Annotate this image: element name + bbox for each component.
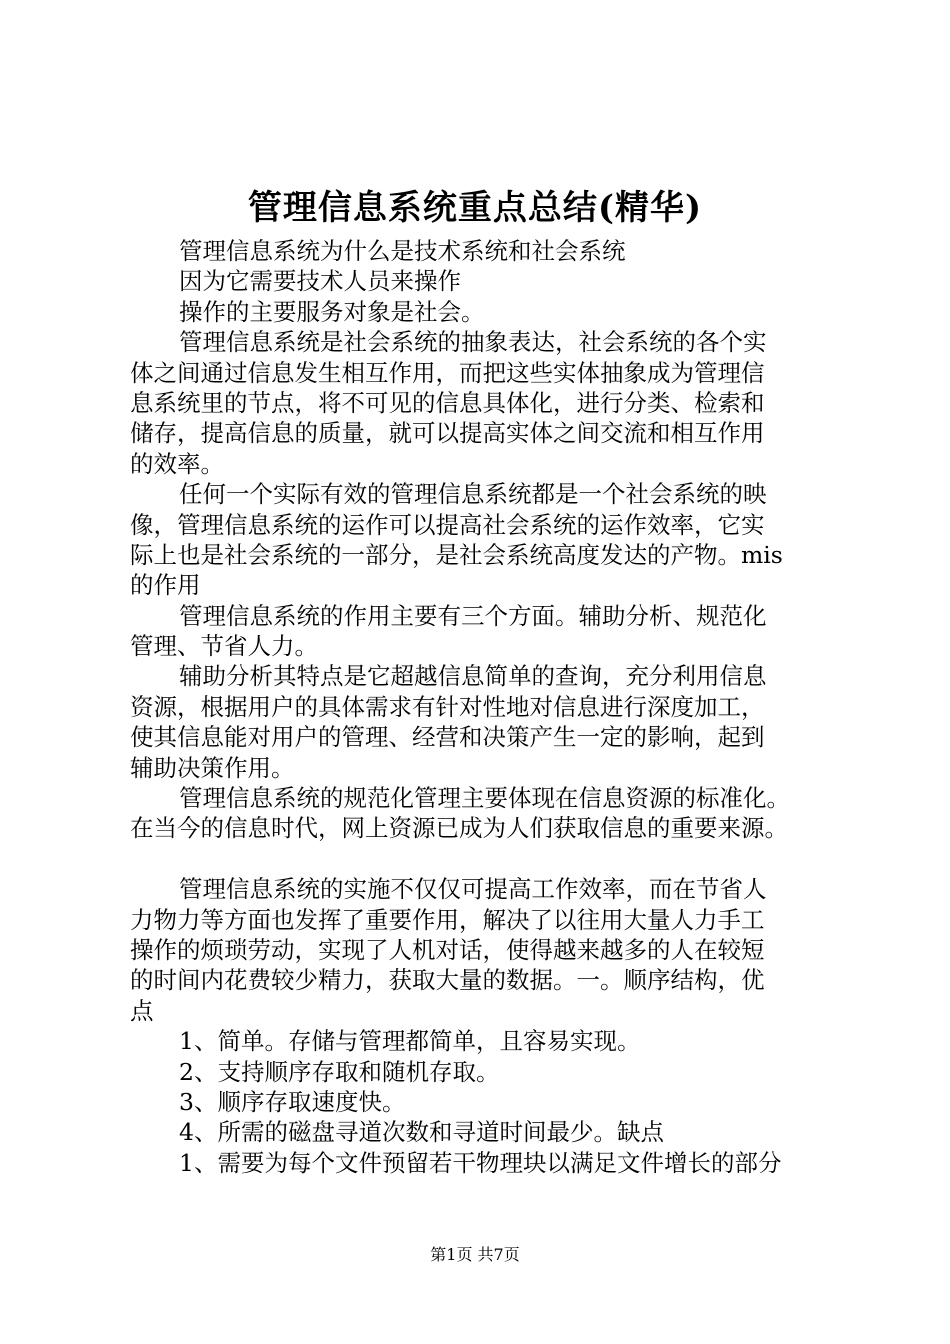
paragraph-line: 管理信息系统的作用主要有三个方面。辅助分析、规范化: [179, 601, 767, 630]
paragraph-line: 操作的烦琐劳动，实现了人机对话，使得越来越多的人在较短: [130, 935, 765, 964]
page-number-footer: 第1页 共7页: [430, 1245, 520, 1264]
paragraph-line: 管理信息系统的实施不仅仅可提高工作效率，而在节省人: [179, 875, 767, 904]
list-item: 4、所需的磁盘寻道次数和寻道时间最少。缺点: [179, 1118, 664, 1147]
list-item: 1、简单。存储与管理都简单，且容易实现。: [179, 1027, 641, 1056]
blank-line: [130, 844, 850, 874]
paragraph-line: 管理信息系统的规范化管理主要体现在信息资源的标准化。: [179, 784, 790, 813]
paragraph-line: 际上也是社会系统的一部分，是社会系统高度发达的产物。mis: [130, 540, 783, 569]
paragraph-line: 因为它需要技术人员来操作: [179, 267, 461, 296]
paragraph-line: 的效率。: [130, 449, 224, 478]
list-item: 3、顺序存取速度快。: [179, 1087, 406, 1116]
paragraph-line: 息系统里的节点，将不可见的信息具体化，进行分类、检索和: [130, 388, 765, 417]
list-item: 2、支持顺序存取和随机存取。: [179, 1057, 500, 1086]
document-body: [130, 236, 850, 1178]
paragraph-line: 在当今的信息时代，网上资源已成为人们获取信息的重要来源。: [130, 814, 788, 843]
paragraph-line: 点: [130, 996, 154, 1025]
paragraph-line: 的作用: [130, 571, 201, 600]
paragraph-line: 资源，根据用户的具体需求有针对性地对信息进行深度加工，: [130, 692, 765, 721]
paragraph-line: 辅助决策作用。: [130, 753, 295, 782]
paragraph-line: 操作的主要服务对象是社会。: [179, 297, 485, 326]
paragraph-line: 的时间内花费较少精力，获取大量的数据。一。顺序结构，优: [130, 966, 765, 995]
paragraph-line: 力物力等方面也发挥了重要作用，解决了以往用大量人力手工: [130, 905, 765, 934]
document-title: 管理信息系统重点总结(精华): [247, 188, 703, 228]
paragraph-line: 管理、节省人力。: [130, 632, 318, 661]
paragraph-line: 任何一个实际有效的管理信息系统都是一个社会系统的映: [179, 480, 767, 509]
paragraph-line: 储存，提高信息的质量，就可以提高实体之间交流和相互作用: [130, 419, 765, 448]
paragraph-line: 管理信息系统是社会系统的抽象表达，社会系统的各个实: [179, 328, 767, 357]
paragraph-line: 像，管理信息系统的运作可以提高社会系统的运作效率，它实: [130, 510, 765, 539]
paragraph-line: 体之间通过信息发生相互作用，而把这些实体抽象成为管理信: [130, 358, 765, 387]
paragraph-line: 使其信息能对用户的管理、经营和决策产生一定的影响，起到: [130, 723, 765, 752]
list-item: 1、需要为每个文件预留若干物理块以满足文件增长的部分: [179, 1148, 782, 1177]
paragraph-line: 管理信息系统为什么是技术系统和社会系统: [179, 237, 626, 265]
paragraph-line: 辅助分析其特点是它超越信息简单的查询，充分利用信息: [179, 662, 767, 691]
